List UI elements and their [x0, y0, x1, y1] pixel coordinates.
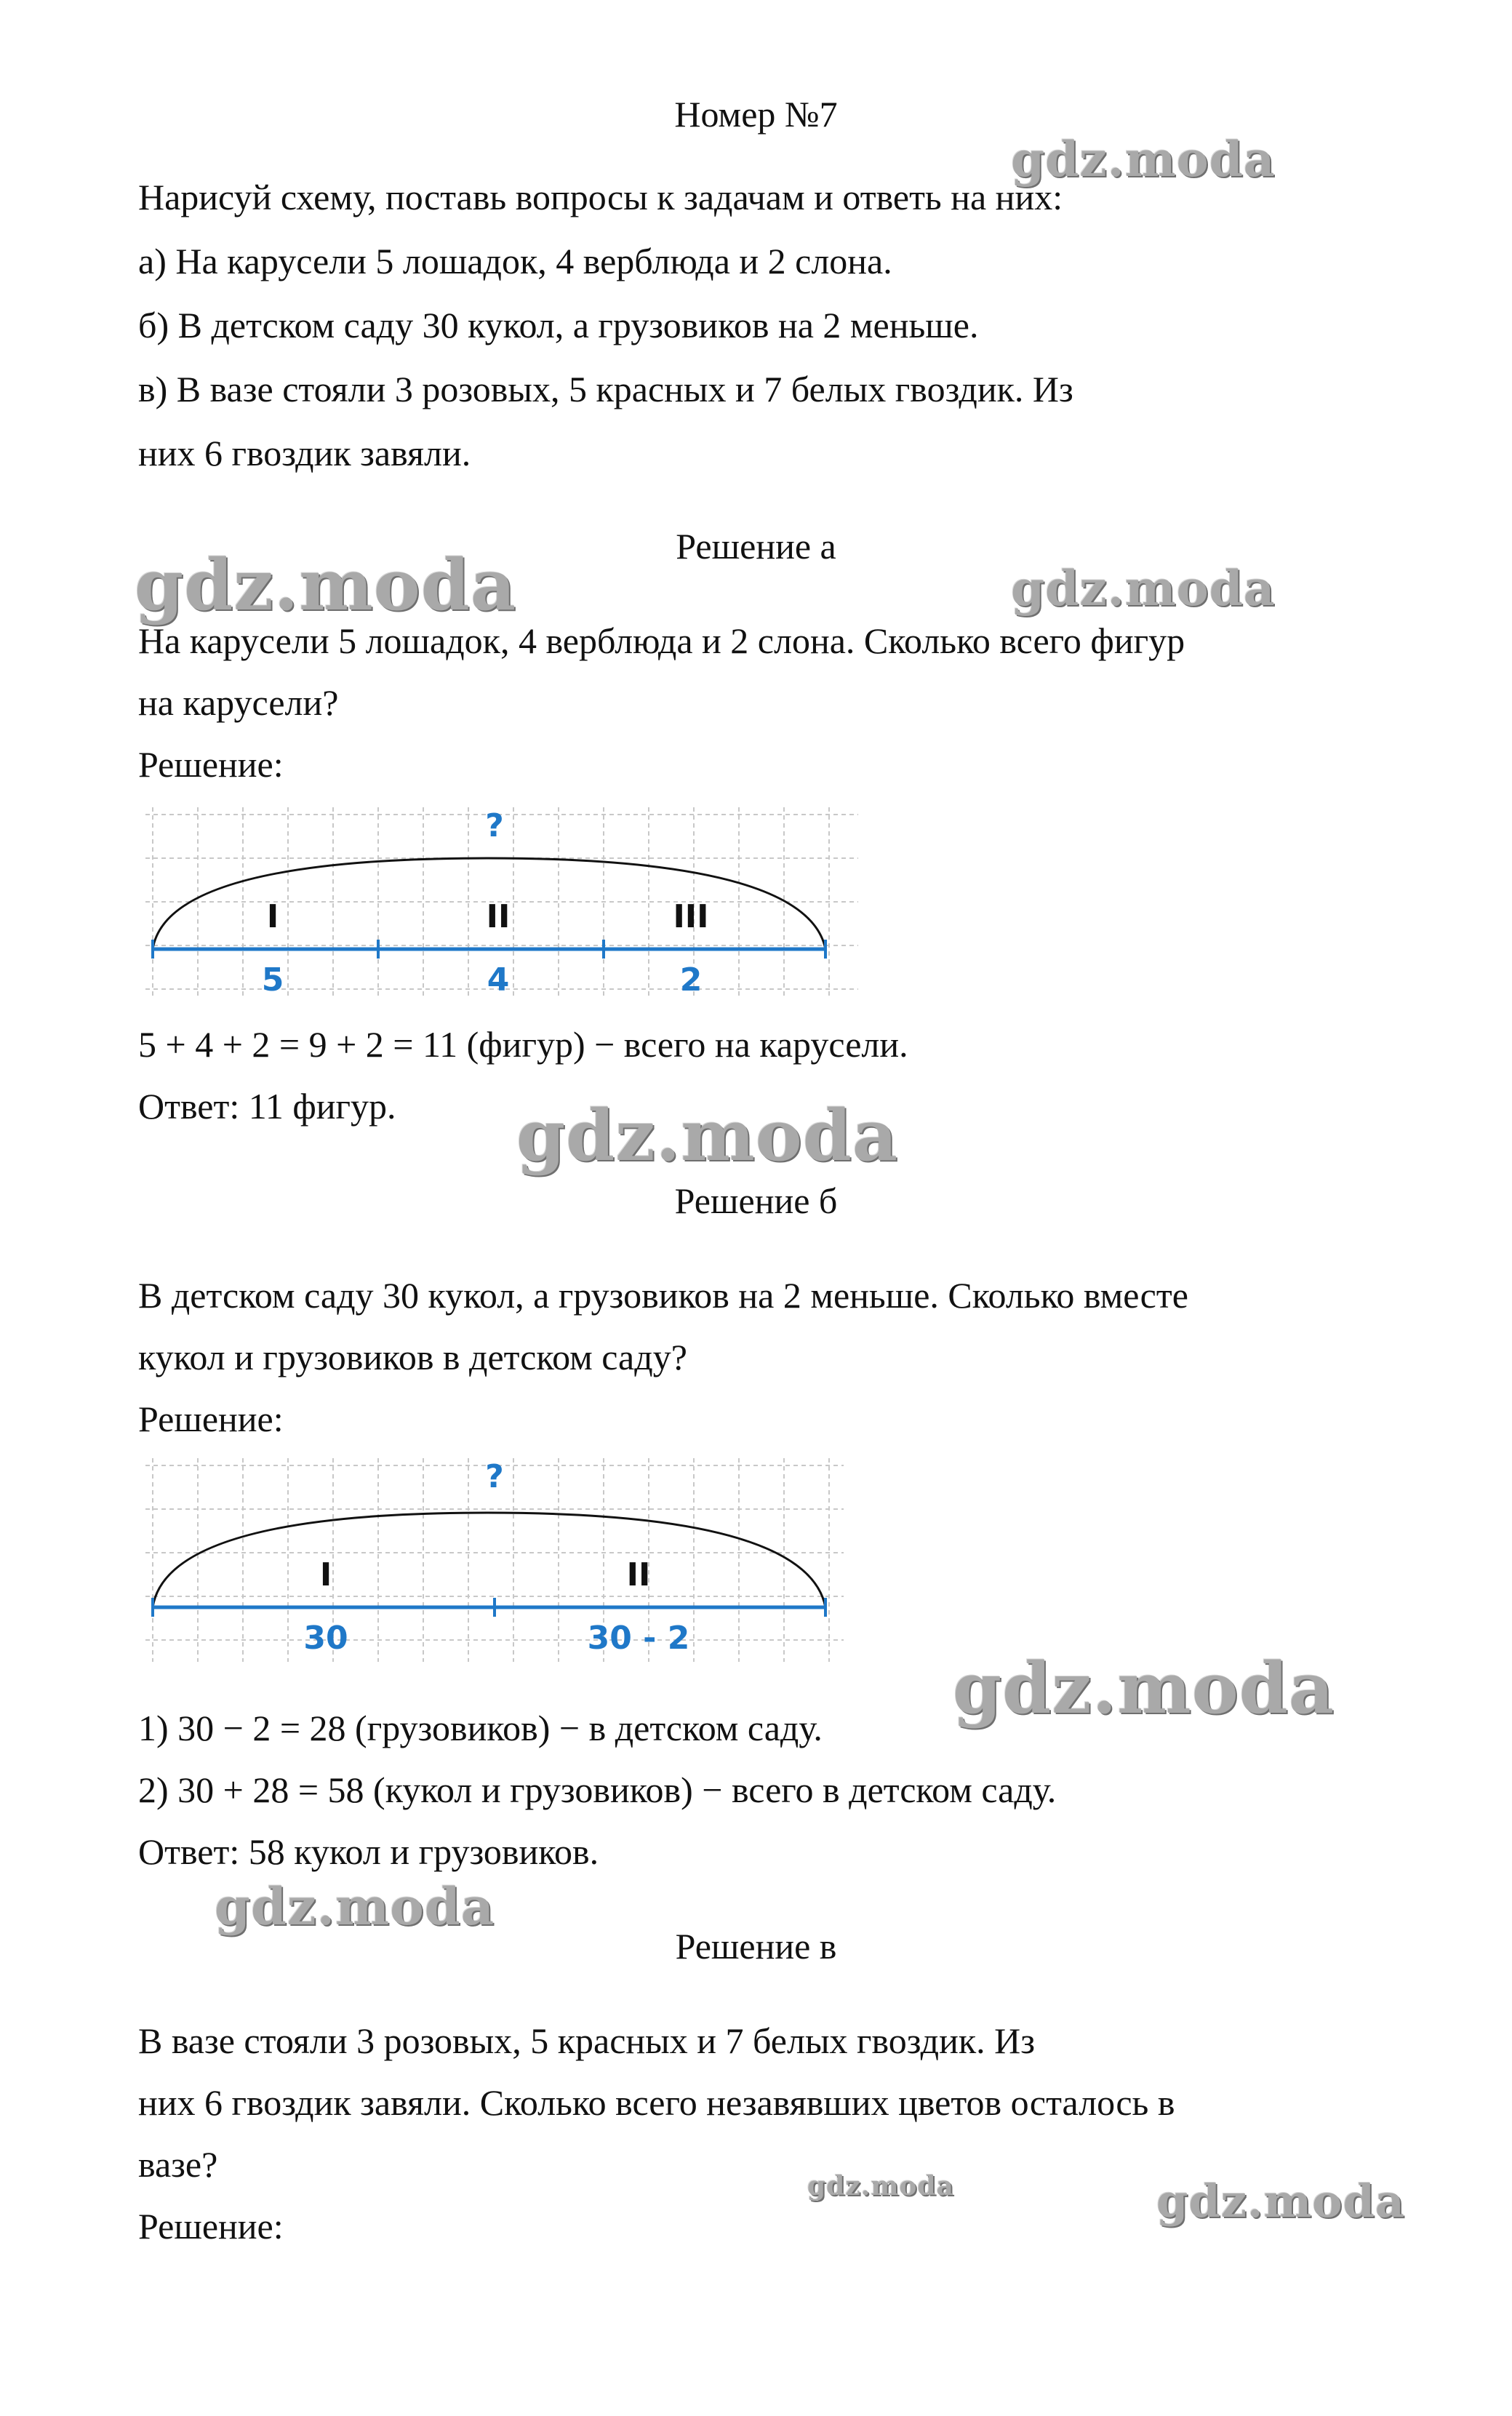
solution-b-problem-line1: В детском саду 30 кукол, а грузовиков на 2 меньше. Сколько вместе	[138, 1275, 1188, 1316]
solution-c-label: Решение:	[138, 2206, 284, 2247]
watermark: gdz.moda	[516, 1095, 899, 1177]
watermark: gdz.moda	[135, 544, 517, 626]
solution-a-calc: 5 + 4 + 2 = 9 + 2 = 11 (фигур) − всего на карусели.	[138, 1024, 908, 1065]
solution-b-calc1: 1) 30 − 2 = 28 (грузовиков) − в детском саду.	[138, 1708, 823, 1748]
task-c-line1: в) В вазе стояли 3 розовых, 5 красных и 7 белых гвоздик. Из	[138, 369, 1073, 409]
watermark: gdz.moda	[215, 1876, 495, 1937]
diagram-b-brace	[153, 1513, 825, 1607]
solution-a-problem-line2: на карусели?	[138, 682, 339, 723]
task-c-line2: них 6 гвоздик завяли.	[138, 433, 471, 473]
solution-c-problem-line2: них 6 гвоздик завяли. Сколько всего незавявших цветов осталось в	[138, 2082, 1175, 2123]
solution-a-problem-line1: На карусели 5 лошадок, 4 верблюда и 2 слона. Сколько всего фигур	[138, 620, 1185, 661]
task-intro: Нарисуй схему, поставь вопросы к задачам и ответь на них:	[138, 177, 1063, 217]
watermark: gdz.moda	[1011, 560, 1276, 617]
solution-c-problem-line1: В вазе стояли 3 розовых, 5 красных и 7 белых гвоздик. Из	[138, 2020, 1036, 2061]
diagram-a-part-label: I	[266, 898, 279, 935]
diagram-b-value: 30	[303, 1620, 348, 1657]
diagram-a-value: 2	[679, 961, 703, 999]
diagram-a	[138, 800, 865, 1004]
solution-c-problem-line3: вазе?	[138, 2144, 218, 2185]
page-title: Номер №7	[674, 94, 838, 135]
solution-a-heading: Решение а	[676, 526, 836, 567]
diagram-a-value: 4	[487, 961, 510, 999]
watermark: gdz.moda	[1011, 131, 1276, 188]
solution-b-label: Решение:	[138, 1399, 284, 1439]
solution-a-label: Решение:	[138, 744, 284, 785]
solution-b-answer: Ответ: 58 кукол и грузовиков.	[138, 1831, 599, 1872]
solution-b-problem-line2: кукол и грузовиков в детском саду?	[138, 1337, 687, 1377]
diagram-b	[138, 1451, 851, 1669]
diagram-a-part-label: III	[673, 898, 709, 935]
solution-b-calc2: 2) 30 + 28 = 58 (кукол и грузовиков) − всего в детском саду.	[138, 1769, 1057, 1810]
watermark: gdz.moda	[953, 1647, 1335, 1729]
diagram-a-part-label: II	[486, 898, 511, 935]
solution-b-heading: Решение б	[674, 1180, 838, 1221]
diagram-a-value: 5	[261, 961, 284, 999]
task-b: б) В детском саду 30 кукол, а грузовиков на 2 меньше.	[138, 305, 979, 345]
diagram-a-question: ?	[485, 807, 504, 844]
diagram-b-value: 30 - 2	[587, 1620, 690, 1657]
solution-c-heading: Решение в	[675, 1926, 837, 1967]
diagram-b-part-label: II	[626, 1556, 651, 1593]
solution-a-answer: Ответ: 11 фигур.	[138, 1086, 396, 1127]
diagram-b-question: ?	[485, 1458, 504, 1495]
watermark: gdz.moda	[807, 2171, 954, 2201]
task-a: а) На карусели 5 лошадок, 4 верблюда и 2 слона.	[138, 241, 892, 281]
diagram-b-part-label: I	[319, 1556, 332, 1593]
watermark: gdz.moda	[1156, 2175, 1405, 2228]
